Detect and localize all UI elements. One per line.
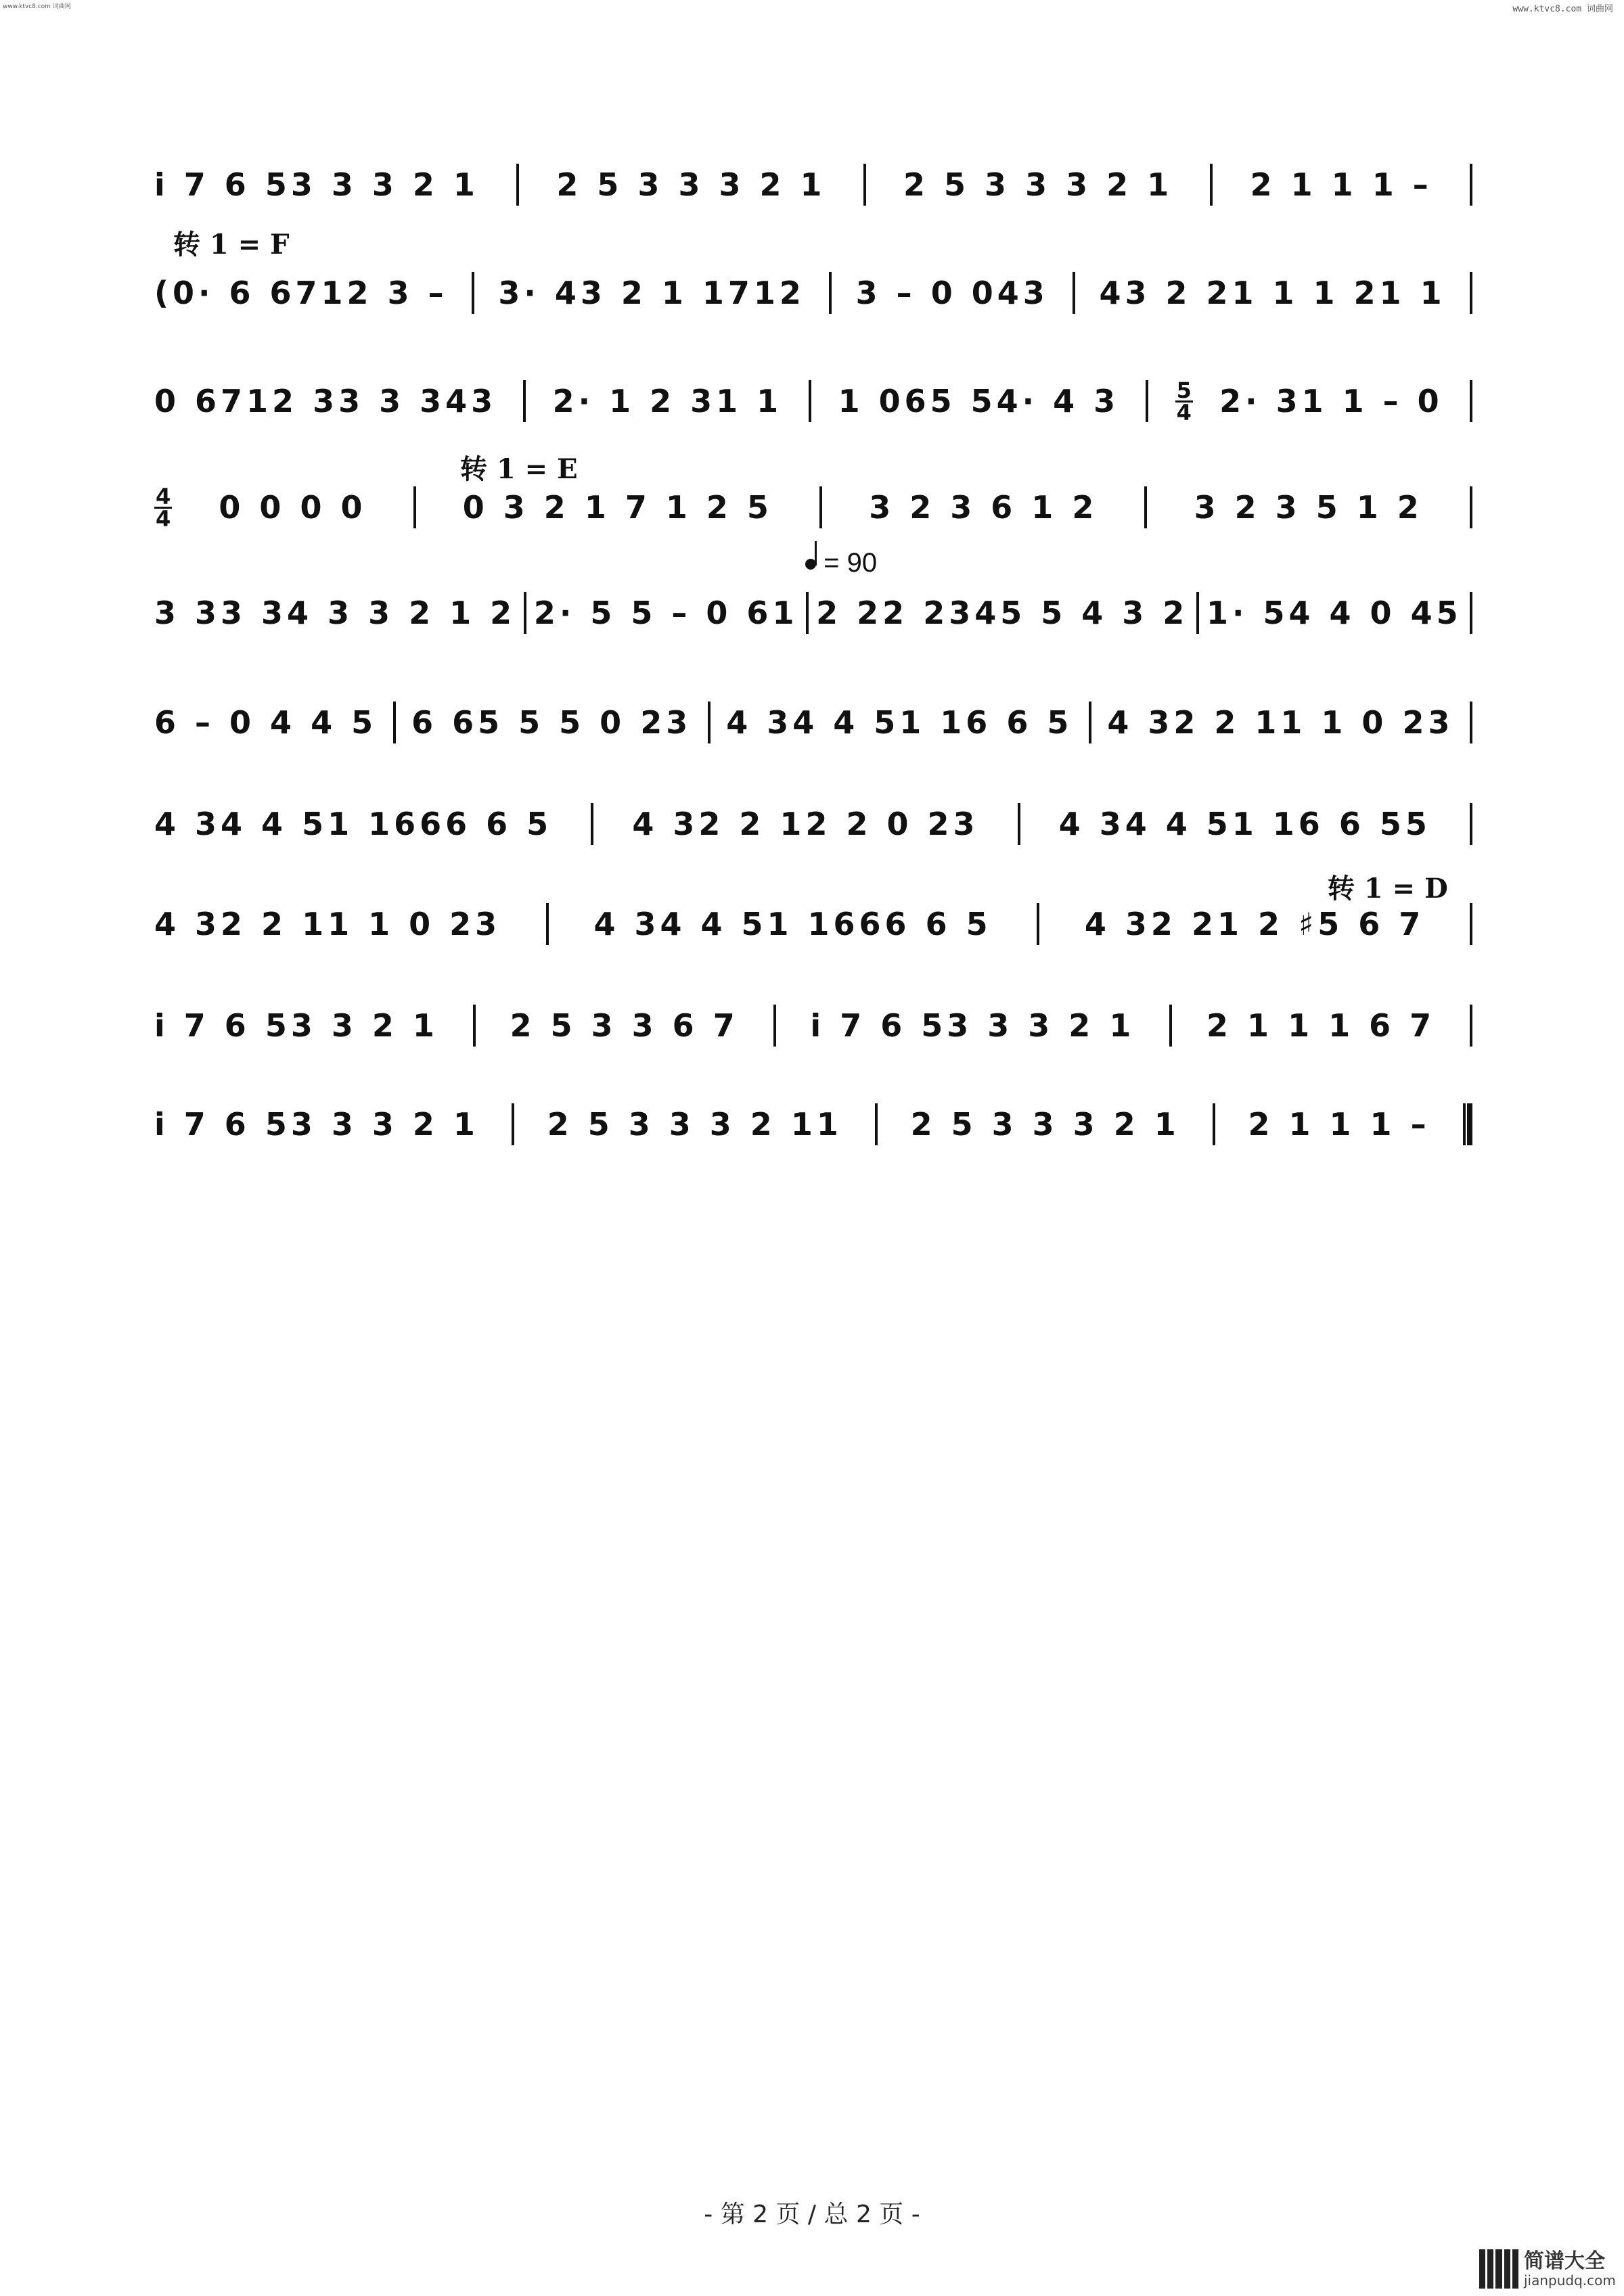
measure: 2 5 3 3 3 2 1 [910, 1106, 1180, 1143]
bar-line [413, 486, 416, 528]
final-bar-line [1463, 1103, 1472, 1145]
bar-line [1470, 164, 1472, 206]
measure: 0 3 2 1 7 1 2 5 [462, 489, 773, 526]
time-signature-5-4: 5 4 [1176, 377, 1192, 426]
bar-line [1470, 486, 1472, 528]
score-line-2 [154, 266, 1472, 320]
measure: i̇ 7 6 53 3 2 1 [154, 1007, 438, 1044]
measure: i̇ 7 6 53 3 3 2 1 [810, 1007, 1135, 1044]
bar-line [1470, 1005, 1472, 1047]
measure: 4 34 4 51 1666 6 5 [593, 906, 992, 942]
measure: 0 6712 33 3 343 [154, 383, 497, 419]
bar-line [1196, 592, 1199, 634]
measure: 2 5 3 3 3 2 11 [547, 1106, 842, 1143]
measure: 4 32 2 12 2 0 23 [632, 806, 979, 842]
score-line-7 [154, 797, 1472, 851]
score-line-9 [154, 998, 1472, 1053]
measure: 1· 54 4 0 45 [1206, 595, 1462, 631]
measure: 2 1 1 1 6 7 [1206, 1007, 1436, 1044]
measure: 2· 31 1 – 0 [1219, 383, 1443, 419]
bar-line [819, 486, 822, 528]
measure: 2 22 2345 5 4 3 2 [816, 595, 1189, 631]
measure: i̇ 7 6 53 3 3 2 1 [154, 166, 479, 203]
score-line-10 [154, 1097, 1472, 1151]
logo-url: jianpudq.com [1524, 2272, 1616, 2289]
tempo-marking [805, 548, 877, 578]
bar-line [773, 1005, 776, 1047]
measure: 3 – 0 043 [855, 275, 1049, 311]
piano-keys-icon [1479, 2249, 1518, 2289]
bar-line [524, 592, 526, 634]
measure: i̇ 7 6 53 3 3 2 1 [154, 1106, 479, 1143]
score-line-6 [154, 695, 1472, 750]
bar-line [393, 702, 396, 743]
bar-line [1073, 272, 1075, 314]
measure: 1 065 54· 4 3 [838, 383, 1120, 419]
key-change-e: 转 1 = E [460, 453, 578, 485]
key-change-d: 转 1 = D [1328, 873, 1448, 904]
measure: 4 32 2 11 1 0 23 [154, 906, 501, 942]
logo-title: 简谱大全 [1524, 2249, 1605, 2273]
bar-line [1146, 380, 1148, 422]
measure: 43 2 21 1 1 21 1 [1099, 275, 1446, 311]
bar-line [523, 380, 526, 422]
bar-line [1470, 903, 1472, 945]
bar-line [1089, 702, 1091, 743]
bar-line [512, 1103, 514, 1145]
bar-line [806, 592, 809, 634]
bar-line [546, 903, 549, 945]
quarter-note-icon [805, 559, 816, 570]
watermark-left: www.ktvc8.com 词曲网 [3, 3, 71, 10]
key-change-f: 转 1 = F [173, 229, 290, 260]
site-logo [1479, 2245, 1621, 2293]
measure: 4 34 4 51 1666 6 5 [154, 806, 553, 842]
measure: 2· 1 2 31 1 [552, 383, 783, 419]
bar-line [875, 1103, 878, 1145]
bar-line [1470, 592, 1472, 634]
measure: 4 32 21 2 ♯5 6 7 [1084, 906, 1425, 942]
page-footer: - 第 2 页 / 总 2 页 - [704, 2201, 920, 2228]
bar-line [1470, 803, 1472, 845]
score-line-5 [154, 586, 1472, 640]
measure: 0 0 0 0 [219, 489, 367, 526]
tempo-value: = 90 [824, 548, 878, 578]
score-line-4 [154, 480, 1472, 534]
measure: 3 2 3 5 1 2 [1194, 489, 1423, 526]
measure: 6 – 0 4 4 5 [154, 704, 378, 741]
watermark-right: www.ktvc8.com 词曲网 [1512, 4, 1613, 14]
measure: 2 1 1 1 – [1250, 166, 1433, 203]
measure: 3 33 34 3 3 2 1 2 [154, 595, 516, 631]
measure: 4 34 4 51 16 6 5 [726, 704, 1073, 741]
bar-line [1470, 272, 1472, 314]
measure: 2 5 3 3 6 7 [510, 1007, 739, 1044]
measure: 4 32 2 11 1 0 23 [1107, 704, 1454, 741]
measure: (0· 6 6712 3 – [154, 275, 448, 311]
measure: 6 65 5 5 0 23 [411, 704, 692, 741]
bar-line [1210, 164, 1213, 206]
measure: 3· 43 2 1 1712 [498, 275, 805, 311]
bar-line [473, 1005, 476, 1047]
bar-line [1470, 380, 1472, 422]
bar-line [591, 803, 593, 845]
bar-line [708, 702, 710, 743]
measure: 2· 5 5 – 0 61 [533, 595, 798, 631]
bar-line [1470, 702, 1472, 743]
bar-line [863, 164, 866, 206]
bar-line [1018, 803, 1020, 845]
bar-line [829, 272, 832, 314]
bar-line [472, 272, 474, 314]
score-line-1 [154, 158, 1472, 212]
measure: 2 5 3 3 3 2 1 [903, 166, 1173, 203]
score-line-3 [154, 374, 1472, 428]
bar-line [1213, 1103, 1215, 1145]
measure: 3 2 3 6 1 2 [869, 489, 1098, 526]
bar-line [516, 164, 519, 206]
time-signature-4-4: 4 4 [156, 483, 171, 532]
score-line-8 [154, 897, 1472, 951]
measure: 2 1 1 1 – [1248, 1106, 1430, 1143]
bar-line [1169, 1005, 1172, 1047]
bar-line [1144, 486, 1147, 528]
measure: 2 5 3 3 3 2 1 [556, 166, 826, 203]
measure: 4 34 4 51 16 6 55 [1058, 806, 1431, 842]
bar-line [1037, 903, 1039, 945]
bar-line [809, 380, 811, 422]
